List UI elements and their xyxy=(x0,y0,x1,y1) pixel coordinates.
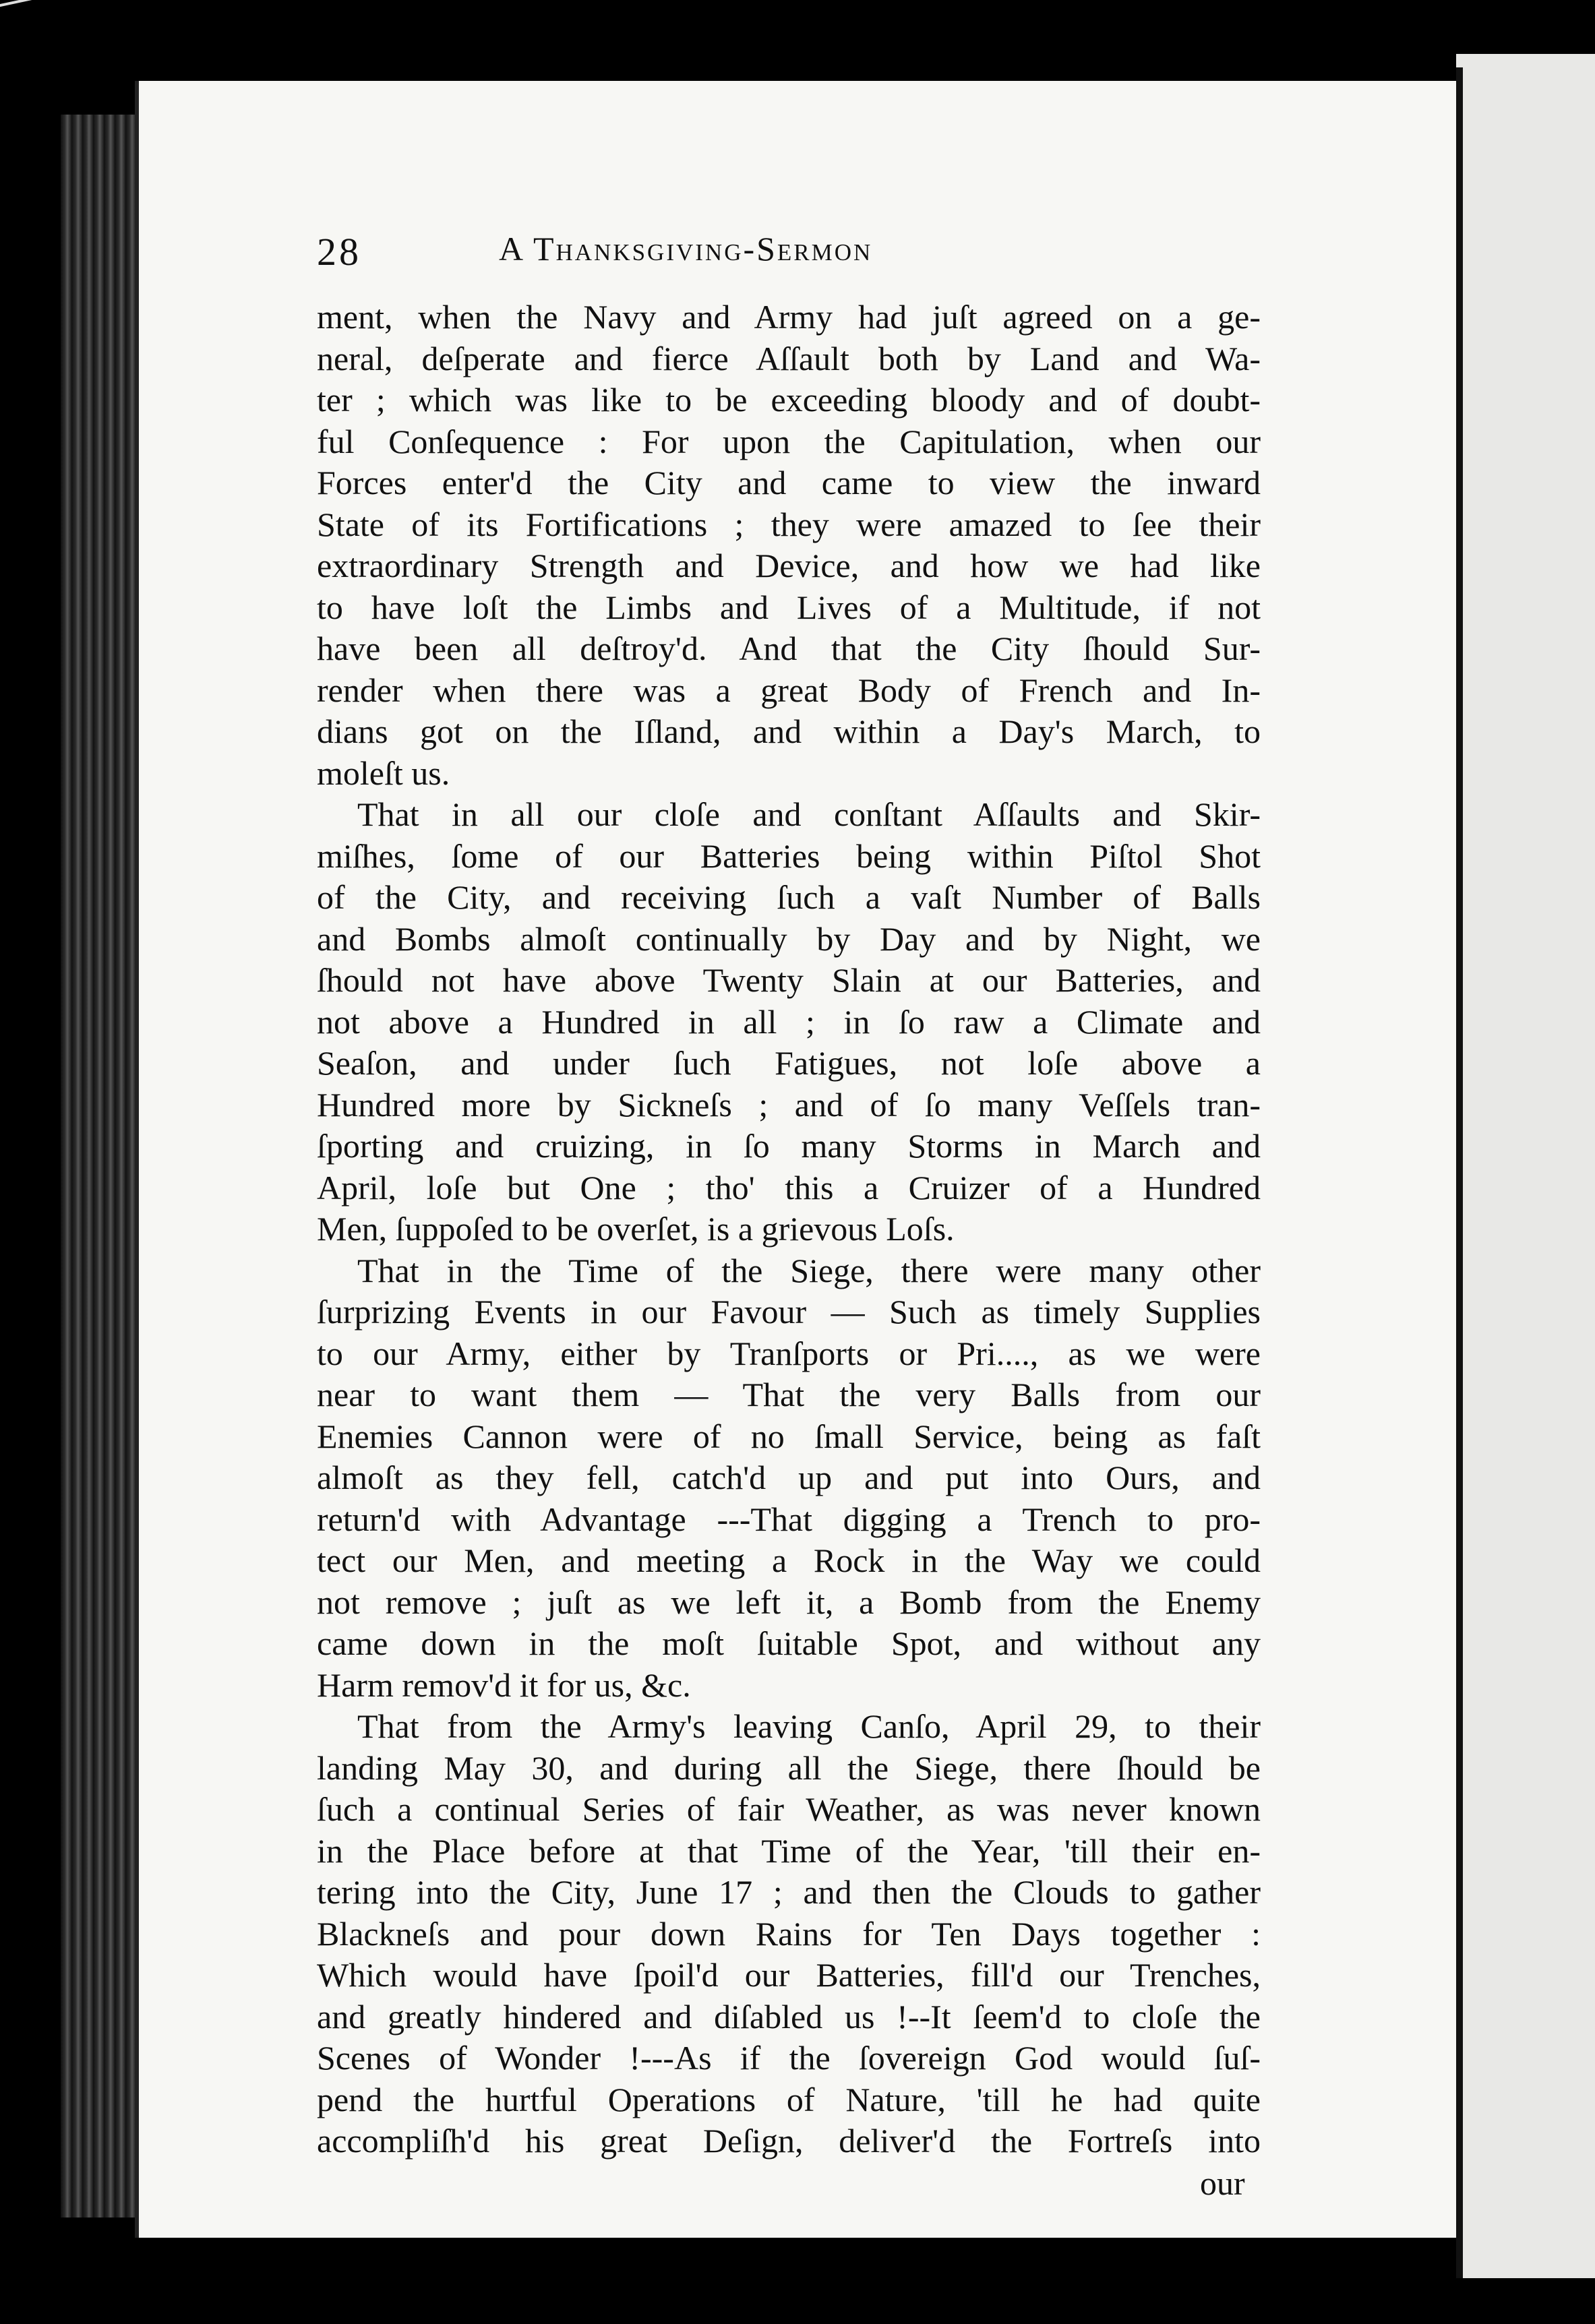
text-line: ſurprizing Events in our Favour — Such as timely Supplies xyxy=(317,1293,1261,1331)
text-line: in the Place before at that Time of the Year, 'till their en- xyxy=(317,1831,1261,1870)
text-line: Seaſon, and under ſuch Fatigues, not loſe above a xyxy=(317,1044,1261,1082)
text-line: Harm remov'd it for us, &c. xyxy=(317,1665,691,1704)
text-line: almoſt as they fell, catch'd up and put into Ours, and xyxy=(317,1459,1261,1496)
text-line: That in all our cloſe and conſtant Aſſaults and Skir- xyxy=(357,795,1261,833)
text-line: accompliſh'd his great Deſign, deliver'd the Fortreſs into xyxy=(317,2122,1261,2160)
text-line: neral, deſperate and fierce Aſſault both by Land and Wa- xyxy=(317,339,1261,377)
body-text xyxy=(317,297,1261,2162)
text-line: ſuch a continual Series of fair Weather, as was never known xyxy=(317,1790,1261,1828)
text-line: miſhes, ſome of our Batteries being within Piſtol Shot xyxy=(317,836,1261,875)
text-line: have been all deſtroy'd. And that the City ſhould Sur- xyxy=(317,630,1261,667)
text-line: ſhould not have above Twenty Slain at our Batteries, and xyxy=(317,961,1261,999)
text-line: ter ; which was like to be exceeding bloody and of doubt- xyxy=(317,381,1261,419)
text-line: of the City, and receiving ſuch a vaſt Number of Balls xyxy=(317,878,1261,916)
book-binding-edge xyxy=(61,115,135,2218)
page-number: 28 xyxy=(317,230,361,274)
text-line: moleſt us. xyxy=(317,754,450,792)
text-line: return'd with Advantage ---That digging a Trench to pro- xyxy=(317,1500,1261,1538)
text-line: dians got on the Iſland, and within a Day's March, to xyxy=(317,712,1261,750)
text-line: tect our Men, and meeting a Rock in the Way we could xyxy=(317,1541,1261,1579)
text-line: ſporting and cruizing, in ſo many Storms in March and xyxy=(317,1127,1261,1165)
text-line: Hundred more by Sickneſs ; and of ſo many Veſſels tran- xyxy=(317,1085,1261,1124)
text-line: ment, when the Navy and Army had juſt agreed on a ge- xyxy=(317,298,1261,336)
text-line: That in the Time of the Siege, there were many other xyxy=(357,1251,1261,1289)
text-line: landing May 30, and during all the Siege, there ſhould be xyxy=(317,1748,1261,1787)
text-line: render when there was a great Body of French and In- xyxy=(317,671,1261,709)
text-line: to our Army, either by Tranſports or Pri...., as we were xyxy=(317,1334,1261,1372)
text-line: Forces enter'd the City and came to view the inward xyxy=(317,464,1261,501)
text-line: Blackneſs and pour down Rains for Ten Days together : xyxy=(317,1914,1261,1953)
catchword: our xyxy=(1200,2164,1245,2202)
text-line: near to want them — That the very Balls from our xyxy=(317,1376,1261,1413)
text-line: April, loſe but One ; tho' this a Cruizer of a Hundred xyxy=(317,1168,1261,1206)
facing-page-gutter xyxy=(1456,54,1595,2278)
text-line: and Bombs almoſt continually by Day and by Night, we xyxy=(317,919,1261,958)
text-line: pend the hurtful Operations of Nature, 'till he had quite xyxy=(317,2080,1261,2118)
text-line: ful Conſequence : For upon the Capitulation, when our xyxy=(317,422,1261,460)
text-line: not above a Hundred in all ; in ſo raw a Climate and xyxy=(317,1002,1261,1041)
page-header xyxy=(317,229,1261,283)
text-line: tering into the City, June 17 ; and then the Clouds to gather xyxy=(317,1873,1261,1911)
text-line: came down in the moſt ſuitable Spot, and without any xyxy=(317,1624,1261,1662)
text-line: Scenes of Wonder !---As if the ſovereign God would ſuſ- xyxy=(317,2039,1261,2077)
gutter-shadow-line xyxy=(1456,67,1463,2278)
text-line: to have loſt the Limbs and Lives of a Multitude, if not xyxy=(317,588,1261,626)
text-line: State of its Fortifications ; they were amazed to ſee their xyxy=(317,505,1261,543)
text-line: and greatly hindered and diſabled us !--It ſeem'd to cloſe the xyxy=(317,1997,1261,2036)
text-line: Enemies Cannon were of no ſmall Service, being as faſt xyxy=(317,1417,1261,1455)
text-line: Men, ſuppoſed to be overſet, is a grievous Loſs. xyxy=(317,1210,955,1248)
text-line: Which would have ſpoil'd our Batteries, fill'd our Trenches, xyxy=(317,1956,1261,1994)
text-line: extraordinary Strength and Device, and how we had like xyxy=(317,547,1261,584)
text-line: That from the Army's leaving Canſo, April 29, to their xyxy=(357,1707,1261,1745)
running-title: A Thanksgiving-Sermon xyxy=(499,230,873,268)
text-line: not remove ; juſt as we left it, a Bomb from the Enemy xyxy=(317,1583,1261,1621)
